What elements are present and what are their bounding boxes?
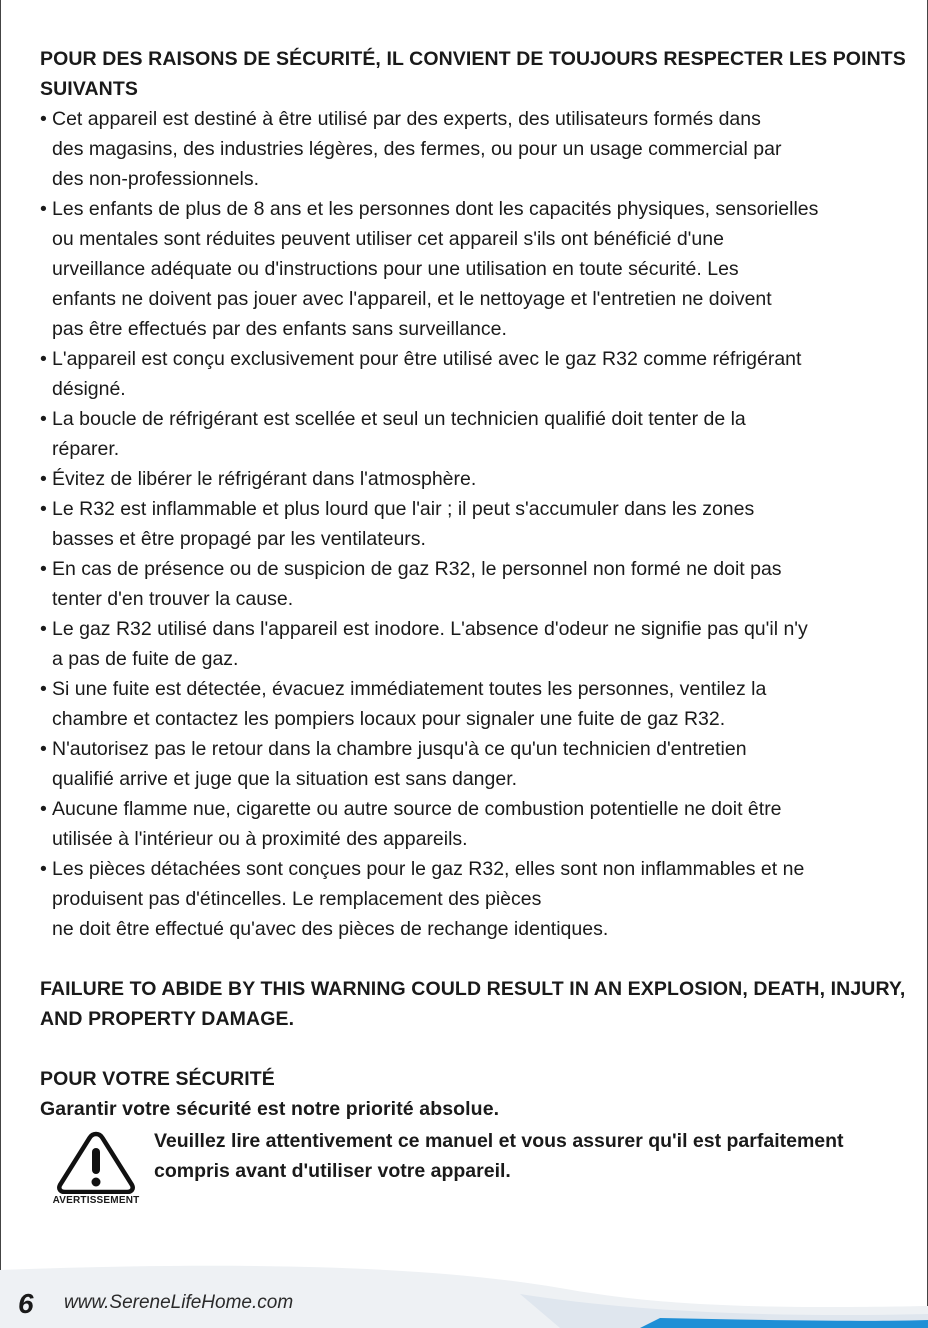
bullet-icon: •: [40, 858, 47, 880]
safety-rule: [40, 614, 912, 674]
rule-text: Cet appareil est destiné à être utilisé par des experts, des utilisateurs formés dans des magasins, des industries légères, des fermes, ou pour un usage commercial par des non-professionnels.: [52, 108, 782, 190]
bullet-icon: •: [40, 408, 47, 430]
rule-text: La boucle de réfrigérant est scellée et seul un technicien qualifié doit tenter de la réparer.: [52, 408, 746, 460]
page-number: 6: [18, 1288, 34, 1319]
safety-rule: [40, 104, 912, 194]
bullet-icon: •: [40, 798, 47, 820]
rule-text: Aucune flamme nue, cigarette ou autre source de combustion potentielle ne doit être utilisée à l'intérieur ou à proximité des appareils.: [52, 798, 782, 850]
rule-text: Le R32 est inflammable et plus lourd que l'air ; il peut s'accumuler dans les zones basses et être propagé par les ventilateurs.: [52, 498, 755, 550]
website-link[interactable]: www.SereneLifeHome.com: [64, 1292, 294, 1313]
warning-triangle-icon: [55, 1130, 137, 1194]
rule-text: En cas de présence ou de suspicion de gaz R32, le personnel non formé ne doit pas tenter d'en trouver la cause.: [52, 558, 782, 610]
bullet-icon: •: [40, 678, 47, 700]
safety-rule: [40, 404, 912, 464]
bullet-icon: •: [40, 468, 47, 490]
safety-rule: [40, 554, 912, 614]
warning-caption: AVERTISSEMENT: [52, 1195, 140, 1206]
safety-rule: [40, 194, 912, 344]
safety-rule: [40, 854, 912, 944]
safety-section-title: POUR VOTRE SÉCURITÉ: [40, 1068, 275, 1090]
safety-rule: [40, 464, 912, 494]
rule-text: L'appareil est conçu exclusivement pour être utilisé avec le gaz R32 comme réfrigérant désigné.: [52, 348, 802, 400]
document-body: [40, 44, 912, 1216]
bullet-icon: •: [40, 348, 47, 370]
warning-badge: [40, 1130, 152, 1206]
bullet-icon: •: [40, 198, 47, 220]
safety-rule: [40, 494, 912, 554]
safety-rule: [40, 674, 912, 734]
safety-rule: [40, 734, 912, 794]
safety-rules-list: [40, 104, 912, 944]
safety-heading: POUR DES RAISONS DE SÉCURITÉ, IL CONVIENT DE TOUJOURS RESPECTER LES POINTS SUIVANTS: [40, 48, 906, 100]
rule-text: Si une fuite est détectée, évacuez immédiatement toutes les personnes, ventilez la chambre et contactez les pompiers locaux pour signaler une fuite de gaz R32.: [52, 678, 767, 730]
rule-text: Les enfants de plus de 8 ans et les personnes dont les capacités physiques, sensorielles ou mentales sont réduites peuvent utiliser cet appareil s'ils ont bénéficié d'une urveillance adéquate ou d'instructions pour une utilisation en toute sécurité. Les enfants ne doivent pas jouer avec l'appareil, et le nettoyage et l'entretien ne doivent pas être effectués par des enfants sans surveillance.: [52, 198, 819, 340]
explosion-warning: FAILURE TO ABIDE BY THIS WARNING COULD RESULT IN AN EXPLOSION, DEATH, INJURY, AND PROPERTY DAMAGE.: [40, 978, 906, 1030]
page-footer: [0, 1258, 928, 1328]
bullet-icon: •: [40, 618, 47, 640]
rule-text: Le gaz R32 utilisé dans l'appareil est inodore. L'absence d'odeur ne signifie pas qu'il n'y a pas de fuite de gaz.: [52, 618, 808, 670]
bullet-icon: •: [40, 558, 47, 580]
bullet-icon: •: [40, 738, 47, 760]
rule-text: Évitez de libérer le réfrigérant dans l'atmosphère.: [52, 468, 477, 490]
bullet-icon: •: [40, 108, 47, 130]
safety-subtitle: Garantir votre sécurité est notre priorité absolue.: [40, 1098, 500, 1120]
read-manual-notice: Veuillez lire attentivement ce manuel et vous assurer qu'il est parfaitement compris avant d'utiliser votre appareil.: [154, 1130, 844, 1182]
safety-rule: [40, 344, 912, 404]
rule-text: N'autorisez pas le retour dans la chambre jusqu'à ce qu'un technicien d'entretien qualifié arrive et juge que la situation est sans danger.: [52, 738, 747, 790]
bullet-icon: •: [40, 498, 47, 520]
safety-rule: [40, 794, 912, 854]
rule-text: Les pièces détachées sont conçues pour le gaz R32, elles sont non inflammables et ne produisent pas d'étincelles. Le remplacement des pièces ne doit être effectué qu'avec des pièces de rechange identiques.: [52, 858, 805, 940]
warning-notice: [40, 1126, 912, 1216]
